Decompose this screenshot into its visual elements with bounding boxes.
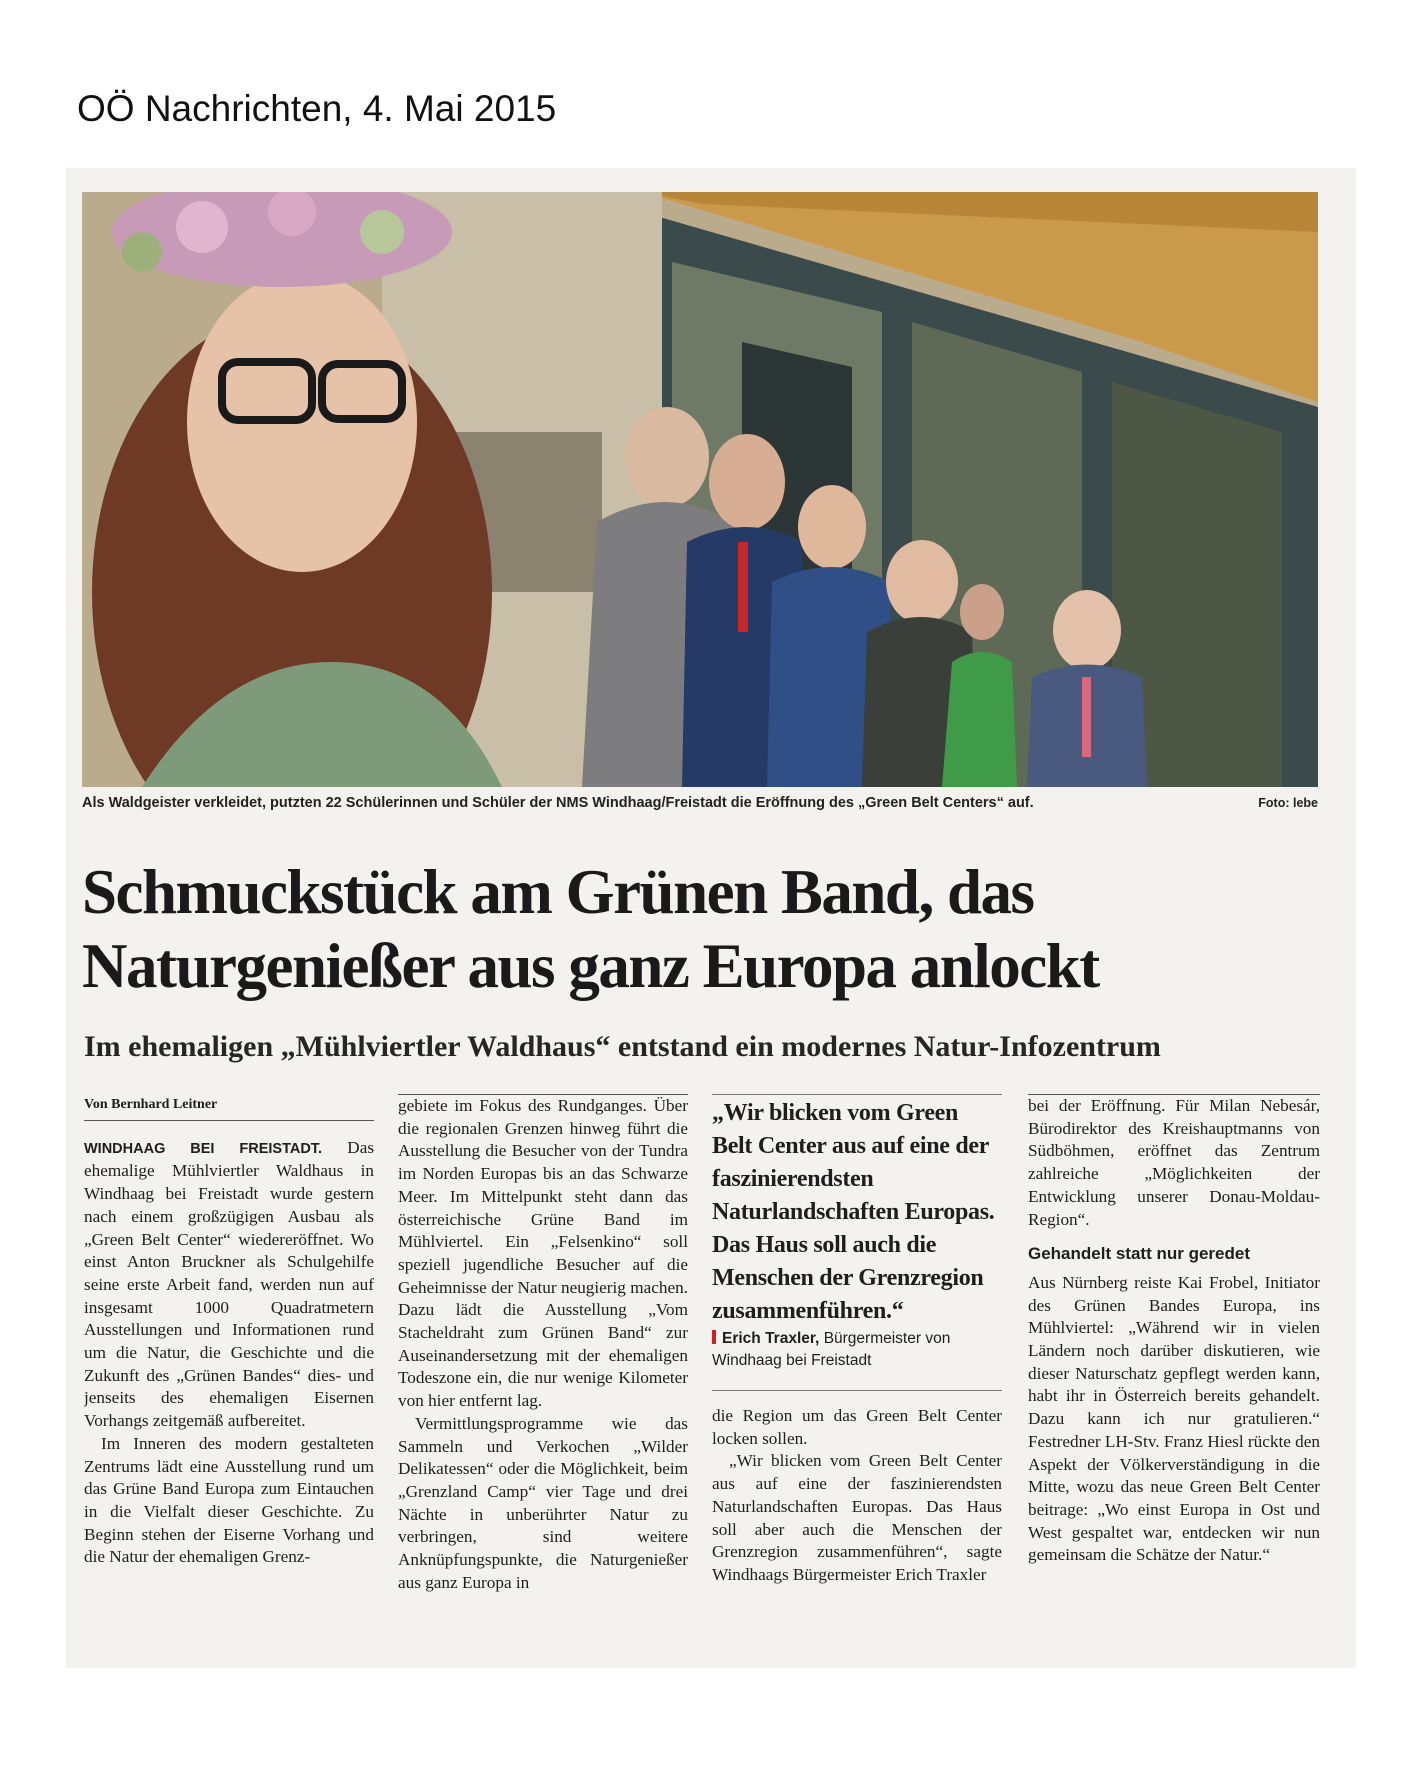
paragraph: Vermittlungsprogramme wie das Sammeln und Verkochen „Wilder Delikatessen“ oder die Möglichkeit, beim „Grenzland Camp“ vier Tage und drei Nächte in unberührter Natur zu verbringen, sind weitere Anknüpfungspunkte, die Naturgenießer aus ganz Europa in — [398, 1413, 688, 1592]
article-photo — [82, 192, 1318, 787]
article-subhead: Im ehemaligen „Mühlviertler Waldhaus“ entstand ein modernes Natur-Infozentrum — [84, 1030, 1161, 1063]
byline: Von Bernhard Leitner — [84, 1094, 374, 1121]
photo-caption — [82, 795, 1318, 811]
source-line: OÖ Nachrichten, 4. Mai 2015 — [77, 88, 557, 129]
quote-role: Bürgermeister von Windhaag bei Freistadt — [712, 1330, 951, 1369]
paragraph-text: Das ehemalige Mühlviertler Waldhaus in Windhaag bei Freistadt wurde gestern nach einem großzügigen Ausbau als „Green Belt Center“ wiedereröffnet. Wo einst Anton Bruckner als Schulgehilfe seine erste Arbeit fand, werden nun auf insgesamt 1000 Quadratmetern Ausstellungen und Informationen rund um die Natur, die Geschichte und die Zukunft des „Grünen Bandes“ dies- und jenseits des ehemaligen Eisernen Vorhangs zeitgemäß aufbereitet. — [84, 1137, 374, 1431]
pull-quote-text: „Wir blicken vom Green Belt Center aus auf eine der faszinierendsten Naturlandschaften Europas. Das Haus soll auch die Menschen der Grenzregion zusammenführen.“ — [712, 1100, 995, 1324]
photo-credit: Foto: lebe — [1258, 796, 1318, 810]
paragraph: Aus Nürnberg reiste Kai Frobel, Initiator des Grünen Bandes Europa, ins Mühlviertel: „Während wir in vielen Ländern noch darüber diskutieren, wie dieser Naturschatz gepflegt werden kann, habt ihr in Österreich bereits gehandelt. Dazu kann ich nur gratulieren.“ Festredner LH-Stv. Franz Hiesl rückte den Aspekt der Völkerverständigung in die Mitte, wozu das neue Green Belt Center beitrage: „Wo einst Europa in Ost und West gespaltet war, entdecken wir nun gemeinsam die Schätze der Natur.“ — [1028, 1272, 1320, 1565]
paragraph: bei der Eröffnung. Für Milan Nebesár, Bürodirektor des Kreishauptmanns von Südböhmen, eröffnet das Zentrum zahlreiche „Möglichkeiten der Entwicklung unserer Donau-Moldau-Region“. — [1028, 1096, 1320, 1229]
paragraph: gebiete im Fokus des Rundganges. Über die regionalen Grenzen hinweg führt die Ausstellung die Besucher von der Tundra im Norden Europas bis an das Schwarze Meer. Im Mittelpunkt steht dann das österreichische Grüne Band im Mühlviertel. Ein „Felsenkino“ soll speziell jugendliche Besucher auf die Geheimnisse der Natur neugierig machen. Dazu lädt die Ausstellung „Vom Stacheldraht zum Grünen Band“ zur Auseinandersetzung mit der ehemaligen Todeszone ein, die nur wenige Kilometer von hier entfernt lag. — [398, 1096, 688, 1411]
paragraph: „Wir blicken vom Green Belt Center aus auf eine der faszinierendsten Naturlandschaften Europas. Das Haus soll aber auch die Menschen der Grenzregion zusammenführen“, sagte Windhaags Bürgermeister Erich Traxler — [712, 1451, 1002, 1584]
paragraph: die Region um das Green Belt Center locken sollen. — [712, 1406, 1002, 1448]
quote-marker-icon — [712, 1330, 716, 1344]
article-column-3 — [712, 1094, 1002, 1649]
article-headline: Schmuckstück am Grünen Band, das Naturgenießer aus ganz Europa anlockt — [82, 857, 1099, 1001]
article-column-4 — [1028, 1094, 1320, 1649]
caption-text: Als Waldgeister verkleidet, putzten 22 Schülerinnen und Schüler der NMS Windhaag/Freistadt die Eröffnung des „Green Belt Centers“ auf. — [82, 795, 1034, 811]
paragraph — [84, 1137, 374, 1433]
article-column-1 — [84, 1094, 374, 1649]
dateline: WINDHAAG BEI FREISTADT. — [84, 1140, 323, 1157]
paragraph: Im Inneren des modern gestalteten Zentrums lädt eine Ausstellung rund um das Grüne Band Europa zum Eintauchen in die Vielfalt dieser Geschichte. Zu Beginn stehen der Eiserne Vorhang und die Natur der ehemaligen Grenz- — [84, 1433, 374, 1567]
section-subtitle: Gehandelt statt nur geredet — [1028, 1244, 1250, 1264]
article-column-2 — [398, 1094, 688, 1649]
pull-quote — [712, 1094, 1002, 1391]
quote-name: Erich Traxler, — [722, 1330, 820, 1347]
pull-quote-attribution — [712, 1328, 1002, 1391]
